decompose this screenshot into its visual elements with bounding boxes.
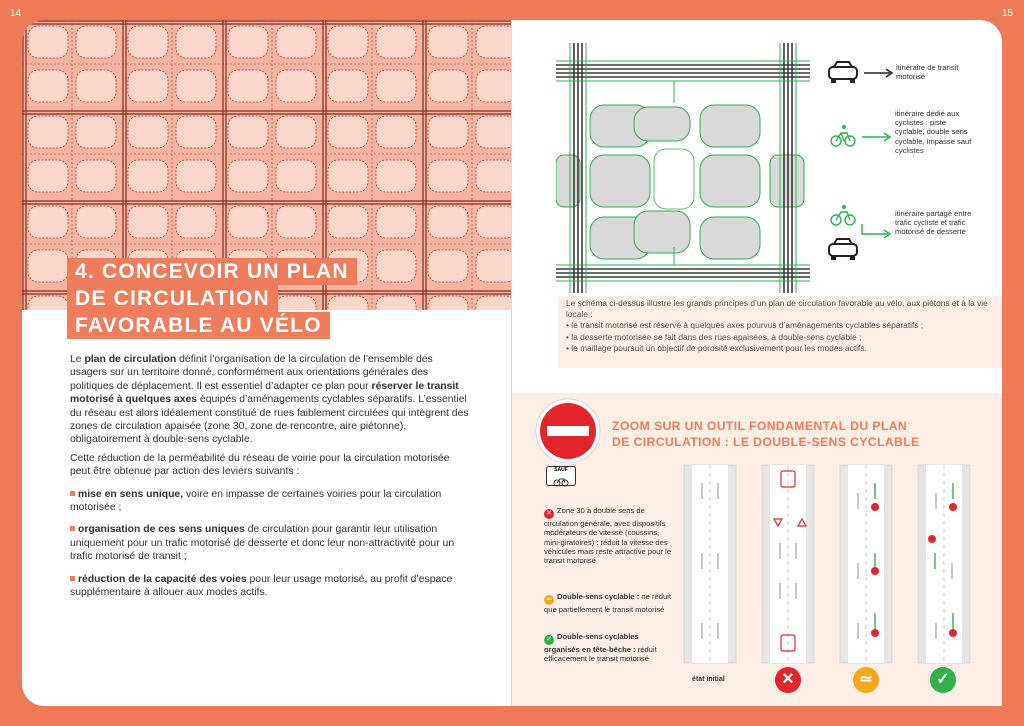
intro-p1-a: Le <box>70 354 85 365</box>
intro-paragraph-2: Cette réduction de la perméabilité du réseau de voirie pour la circulation motorisée peut être obtenue par action des leviers suivants : <box>70 452 450 478</box>
no-entry-sign-icon <box>535 398 601 464</box>
note-bad-text: Zone 30 à double sens de circulation générale, avec dispositifs modérateurs de vitesse (coussins, mini-giratoires) : réduit la vitesse des véhicules mais reste attractive pour le transit motorisé <box>544 506 672 566</box>
legend-motor-arrow-icon <box>864 67 894 79</box>
section-title-line-1: 4. CONCEVOIR UN PLAN <box>67 258 357 285</box>
section-title-line-2: DE CIRCULATION <box>67 285 278 312</box>
note-partial-text: ne réduit que partiellement le transit motorisé <box>544 592 671 614</box>
lever-2-text: de circulation pour garantir leur utilisation uniquement pour un trafic motorisé de desserte et donc leur non-attractivité pour un trafic motorisé de transit ; <box>70 524 455 563</box>
legend-cycle-arrow-icon <box>862 131 892 143</box>
legend-shared-text: itinéraire partagé entre trafic cycliste et trafic motorisé de desserte <box>895 209 972 237</box>
zoom-title <box>612 418 920 450</box>
caption-item-3: • le maillage poursuit un objectif de porosité exclusivement pour les modes actifs. <box>566 342 867 353</box>
legend-motor-text: itinéraire de transit motorisé <box>896 63 959 82</box>
lever-3-bold: réduction de la capacité des voies <box>78 573 247 585</box>
legend-car-icon <box>826 61 862 85</box>
bullet-square-icon <box>70 491 75 496</box>
intro-p1-c: définit l’organisation de la circulation de l’ensemble des usagers sur un territoire donné, conformément aux orientations générales des politiques de déplacement. Il est essentiel d’adapter ce plan pour <box>70 354 433 392</box>
bullet-square-icon <box>70 526 75 531</box>
bad-status-icon: ✕ <box>544 509 554 519</box>
legend-shared-car-icon <box>826 238 862 262</box>
lever-2-bold: organisation de ces sens uniques <box>78 524 245 536</box>
note-good-bold: Double-sens cyclables organisés en tête-bêche : <box>544 632 639 654</box>
intro-p1-term: plan de circulation <box>84 354 177 365</box>
sauf-label: SAUF <box>554 467 568 473</box>
zoom-title-line-1: ZOOM SUR UN OUTIL FONDAMENTAL DU PLAN <box>612 419 908 433</box>
note-partial-bold: Double-sens cyclable : <box>557 592 640 601</box>
intro-text <box>70 353 470 605</box>
lever-2 <box>70 523 470 563</box>
caption-intro: Le schéma ci-dessus illustre les grands principes d’un plan de circulation favorable au vélo, aux piétons et à la vie locale : <box>566 298 988 320</box>
partial-status-icon: ≃ <box>544 595 554 605</box>
lever-3 <box>70 573 470 600</box>
note-good-text: réduit efficacement le transit motorisé <box>544 645 657 664</box>
intro-paragraph-1 <box>70 353 470 447</box>
initial-state-label: état initial <box>692 676 725 683</box>
street-scenarios-diagram <box>682 463 982 665</box>
bad-result-icon: ✕ <box>775 667 801 693</box>
intro-p1-e: équipés d’aménagements cyclables séparatifs. L’essentiel du réseau est alors idéalement constitué de rues faiblement circulées qui intègrent des zones de circulation apaisée (zone 30, zone de rencontre, aire piétonne), obligatoirement à double-sens cyclable. <box>70 394 469 446</box>
lever-1 <box>70 488 470 515</box>
partial-result-icon: ≃ <box>853 667 879 693</box>
sauf-bicycle-icon <box>553 477 569 487</box>
legend-shared-bicycle-icon <box>830 205 856 227</box>
bullet-square-icon <box>70 576 75 581</box>
zoom-title-line-2: DE CIRCULATION : LE DOUBLE-SENS CYCLABLE <box>612 435 920 449</box>
note-bad <box>544 506 672 565</box>
note-good <box>544 632 672 664</box>
intro-p1-emphasis: réserver le transit motorisé à quelques axes <box>70 380 459 406</box>
left-page <box>22 20 512 706</box>
good-status-icon: ✓ <box>544 635 554 645</box>
legend-shared-arrow-icon <box>860 222 892 242</box>
caption-item-1: • le transit motorisé est réservé à quelques axes pourvus d’aménagements cyclables séparatifs ; <box>566 320 924 331</box>
lever-3-text: pour leur usage motorisé, au profit d’espace supplémentaire à allouer aux modes actifs. <box>70 573 453 599</box>
note-partial <box>544 592 672 614</box>
section-title <box>67 258 357 339</box>
scheme-caption <box>558 296 1002 368</box>
lever-1-bold: mise en sens unique, <box>78 488 184 500</box>
page-number-left: 14 <box>10 8 22 19</box>
page-number-right: 15 <box>1002 8 1014 19</box>
legend-cycle-text: itinéraire dédié aux cyclistes : piste cyclable, double sens cyclable, impasse sauf cyclistes <box>895 109 972 155</box>
circulation-scheme-diagram <box>556 43 810 293</box>
good-result-icon: ✓ <box>930 667 956 693</box>
section-title-line-3: FAVORABLE AU VÉLO <box>67 312 330 339</box>
legend-bicycle-icon <box>830 124 856 148</box>
caption-item-2: • la desserte motorisée se fait dans des rues apaisées, à double-sens cyclable ; <box>566 331 862 342</box>
lever-1-text: voire en impasse de certaines voiries pour la circulation motorisée ; <box>70 488 442 514</box>
sauf-bicycle-plate <box>546 466 576 486</box>
